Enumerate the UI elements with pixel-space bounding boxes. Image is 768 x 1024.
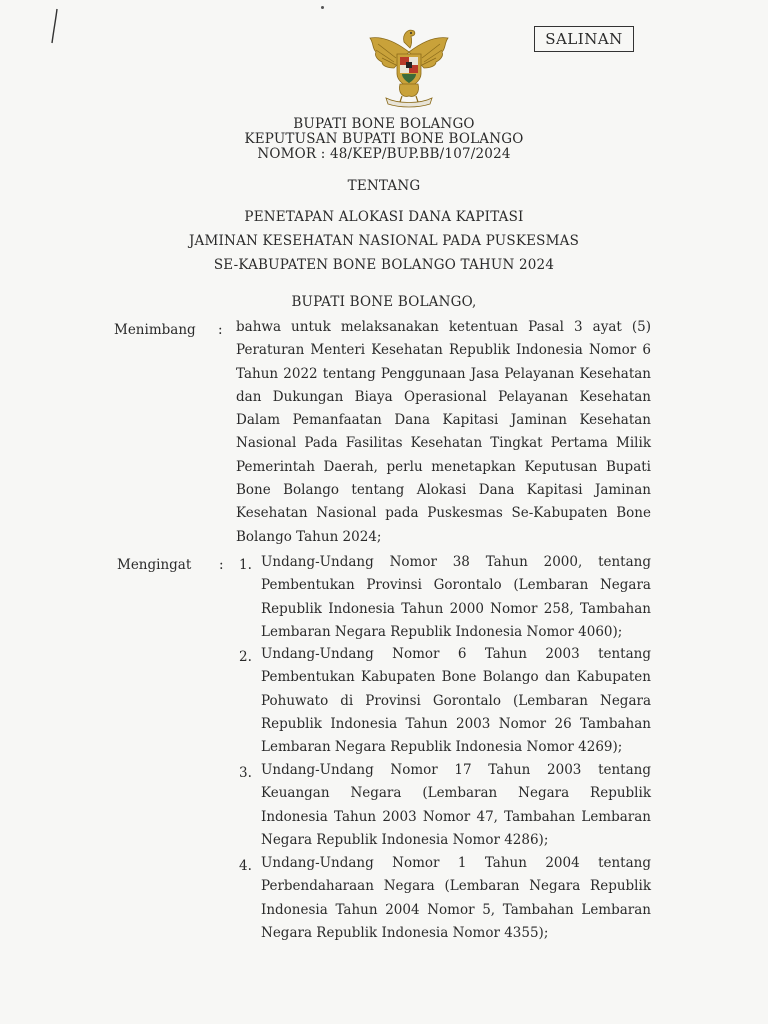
pen-mark — [48, 8, 62, 44]
mengingat-item-text: Undang-Undang Nomor 6 Tahun 2003 tentang Pembentukan Kabupaten Bone Bolango dan Kabupaten Pohuwato di Provinsi Gorontalo (Lembaran Negara Republik Indonesia Tahun 2003 Nomor 26 Tambahan Lembaran Negara Republik Indonesia Nomor 4269); — [261, 646, 651, 756]
subject-line-2: JAMINAN KESEHATAN NASIONAL PADA PUSKESMAS — [188, 233, 580, 249]
header-about: TENTANG — [347, 178, 421, 194]
mengingat-item-text: Undang-Undang Nomor 17 Tahun 2003 tentang Keuangan Negara (Lembaran Negara Republik Indonesia Tahun 2003 Nomor 47, Tambahan Lembaran Negara Republik Indonesia Nomor 4286); — [261, 762, 651, 848]
subject-line-1: PENETAPAN ALOKASI DANA KAPITASI — [244, 209, 524, 225]
mengingat-label: Mengingat — [117, 557, 192, 573]
menimbang-label: Menimbang — [114, 322, 196, 338]
mengingat-item-number: 1. — [239, 557, 252, 573]
garuda-emblem-icon — [364, 22, 454, 110]
menimbang-text: bahwa untuk melaksanakan ketentuan Pasal 3 ayat (5) Peraturan Menteri Kesehatan Republik Indonesia Nomor 6 Tahun 2022 tentang Penggunaan Jasa Pelayanan Kesehatan dan Dukungan Biaya Operasional Pelayanan Kesehatan Dalam Pemanfaatan Dana Kapitasi Jaminan Kesehatan Nasional Pada Fasilitas Kesehatan Tingkat Pertama Milik Pemerintah Daerah, perlu menetapkan Keputusan Bupati Bone Bolango tentang Alokasi Dana Kapitasi Jaminan Kesehatan Nasional pada Puskesmas Se-Kabupaten Bone Bolango Tahun 2024; — [236, 319, 651, 545]
menimbang-colon: : — [218, 322, 223, 338]
mengingat-item-number: 2. — [239, 649, 252, 665]
salinan-stamp — [534, 26, 634, 52]
header-decree-number: NOMOR : 48/KEP/BUP.BB/107/2024 — [257, 146, 511, 162]
subject-line-3: SE-KABUPATEN BONE BOLANGO TAHUN 2024 — [213, 257, 555, 273]
mengingat-item-number: 3. — [239, 765, 252, 781]
salinan-stamp-label: SALINAN — [545, 30, 623, 48]
mengingat-item-text: Undang-Undang Nomor 38 Tahun 2000, tentang Pembentukan Provinsi Gorontalo (Lembaran Negara Republik Indonesia Tahun 2000 Nomor 258, Tambahan Lembaran Negara Republik Indonesia Nomor 4060); — [261, 554, 651, 640]
mengingat-colon: : — [219, 557, 224, 573]
mengingat-item-number: 4. — [239, 858, 252, 874]
speck-mark — [321, 6, 324, 9]
issuer-line: BUPATI BONE BOLANGO, — [291, 294, 477, 310]
header-regent-title: BUPATI BONE BOLANGO — [293, 116, 475, 132]
header-decree-title: KEPUTUSAN BUPATI BONE BOLANGO — [244, 131, 524, 147]
mengingat-item-text: Undang-Undang Nomor 1 Tahun 2004 tentang Perbendaharaan Negara (Lembaran Negara Republik Indonesia Tahun 2004 Nomor 5, Tambahan Lembaran Negara Republik Indonesia Nomor 4355); — [261, 855, 651, 941]
